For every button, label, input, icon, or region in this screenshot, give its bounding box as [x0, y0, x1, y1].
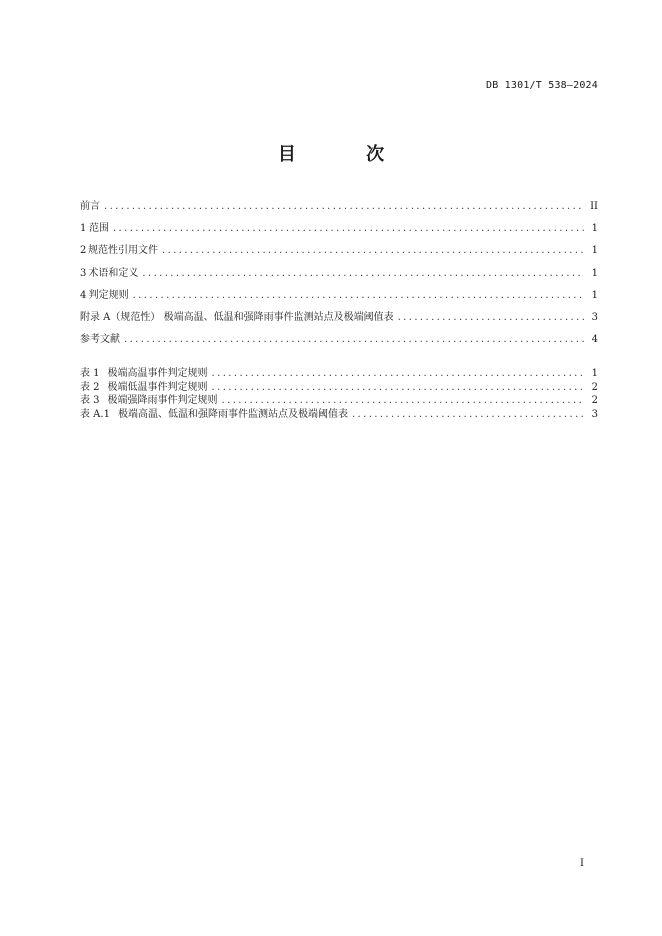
dot-leader [124, 334, 584, 346]
document-code: DB 1301/T 538—2024 [486, 80, 598, 91]
table-entry-title: 极端强降雨事件判定规则 [107, 395, 218, 406]
table-entry-3[interactable] [80, 395, 598, 409]
table-entry-a1[interactable] [80, 409, 598, 423]
table-entry-number: 表 3 [80, 395, 100, 406]
toc-entry-title: 范围 [88, 223, 109, 235]
toc-entry-appendix-a[interactable] [80, 312, 598, 334]
toc-entry-page: 4 [591, 334, 598, 346]
dot-leader [222, 395, 584, 407]
toc-entry-title: 判定规则 [88, 289, 129, 301]
dot-leader [142, 268, 584, 280]
toc-entry-page: II [590, 201, 598, 212]
toc-entry-number: 4 [80, 289, 87, 301]
dot-leader [212, 368, 584, 380]
toc-entry-number: 2 [80, 245, 87, 257]
table-entry-number: 表 2 [80, 381, 100, 393]
dot-leader [352, 409, 584, 421]
toc-entry-scope[interactable] [80, 223, 598, 245]
toc-entry-page: 1 [591, 289, 598, 301]
toc-entry-page: 1 [591, 267, 598, 279]
toc-entry-title: 参考文献 [80, 334, 120, 346]
table-entry-title: 极端高温、低温和强降雨事件监测站点及极端阈值表 [117, 408, 348, 420]
table-entry-page: 2 [591, 395, 598, 406]
toc-entry-page: 3 [591, 311, 598, 323]
dot-leader [398, 312, 584, 324]
table-of-contents [80, 201, 598, 356]
toc-entry-number: 1 [80, 223, 87, 235]
dot-leader [104, 201, 584, 213]
toc-entry-page: 1 [591, 245, 598, 257]
toc-entry-title: 术语和定义 [88, 267, 139, 279]
toc-entry-bibliography[interactable] [80, 334, 598, 356]
toc-entry-number: 3 [80, 267, 87, 279]
toc-entry-rules[interactable] [80, 290, 598, 312]
page-number: I [580, 858, 584, 869]
table-entry-number: 表 1 [80, 368, 100, 379]
table-entry-page: 3 [591, 408, 598, 420]
list-of-tables [80, 368, 598, 422]
dot-leader [113, 223, 584, 235]
toc-entry-normative-references[interactable] [80, 245, 598, 267]
toc-entry-foreword[interactable] [80, 201, 598, 223]
table-entry-2[interactable] [80, 382, 598, 396]
table-entry-title: 极端低温事件判定规则 [107, 381, 208, 393]
table-entry-1[interactable] [80, 368, 598, 382]
table-entry-page: 1 [591, 368, 598, 379]
table-entry-number: 表 A.1 [80, 408, 110, 420]
toc-entry-title: 前言 [80, 201, 100, 212]
toc-entry-title: 附录 A（规范性） 极端高温、低温和强降雨事件监测站点及极端阈值表 [80, 311, 394, 323]
table-entry-title: 极端高温事件判定规则 [107, 368, 208, 379]
toc-entry-page: 1 [591, 223, 598, 235]
dot-leader [162, 245, 584, 257]
toc-entry-title: 规范性引用文件 [88, 245, 159, 257]
page-title: 目 次 [277, 144, 417, 165]
dot-leader [133, 290, 584, 302]
toc-entry-terms-definitions[interactable] [80, 268, 598, 290]
dot-leader [212, 382, 584, 394]
table-entry-page: 2 [591, 381, 598, 393]
